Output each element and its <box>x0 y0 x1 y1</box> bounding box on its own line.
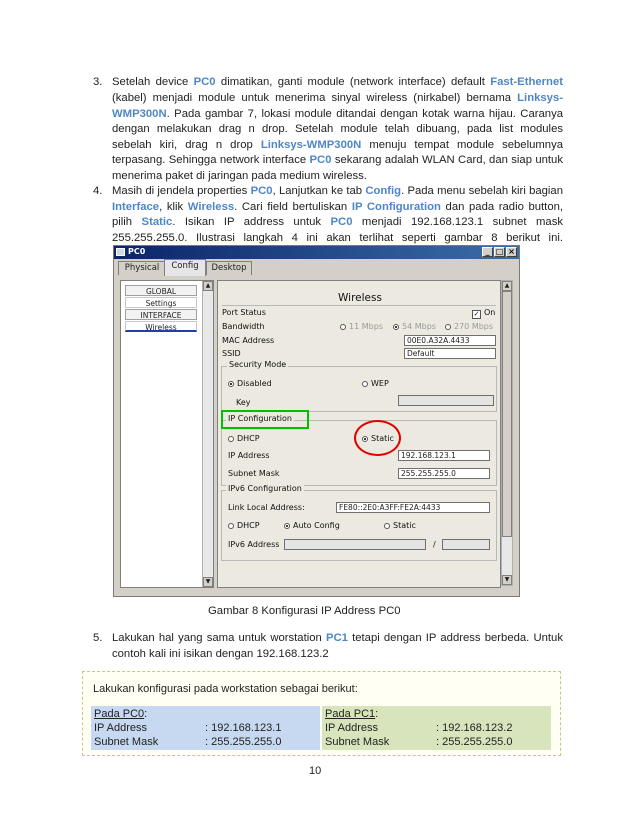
scroll-up-icon[interactable]: ▲ <box>502 281 512 291</box>
step4-line3: pilih Static. Isikan IP address untuk PC0 menjadi 192.168.123.1 subnet mask <box>112 216 563 228</box>
pc1-heading: Pada PC1: <box>325 708 379 720</box>
wireless-heading: Wireless <box>338 292 382 304</box>
pc-icon <box>116 248 125 256</box>
scroll-down-icon[interactable]: ▼ <box>502 575 512 585</box>
scroll-up-icon[interactable]: ▲ <box>203 281 213 291</box>
subnet-mask-label: Subnet Mask <box>228 469 280 478</box>
ipv6-static-radio[interactable]: Static <box>384 521 416 531</box>
pc0-cell <box>91 706 320 750</box>
ipv6-configuration-label: IPv6 Configuration <box>228 484 302 493</box>
settings-scrollbar[interactable] <box>501 280 513 586</box>
step4-line4: 255.255.255.0. Ilustrasi langkah 4 ini akan terlihat seperti gambar 8 berikut ini. <box>112 232 563 244</box>
ipv6-address-label: IPv6 Address <box>228 540 280 549</box>
security-wep-radio[interactable]: WEP <box>362 379 389 389</box>
nav-global[interactable]: GLOBAL <box>125 285 197 296</box>
step5-number: 5. <box>93 632 103 644</box>
scroll-down-icon[interactable]: ▼ <box>203 577 213 587</box>
step3-line4: dengan melakukan drag n drop. Setelah module telah dibuang, pada list modules <box>112 123 563 135</box>
figure-caption: Gambar 8 Konfigurasi IP Address PC0 <box>208 605 401 617</box>
heading-divider <box>222 305 496 306</box>
green-highlight-box <box>221 410 309 429</box>
pc0-config-window <box>113 245 520 597</box>
link-local-label: Link Local Address: <box>228 503 305 512</box>
pc0-ip-value: : 192.168.123.1 <box>205 722 282 734</box>
ip-address-label: IP Address <box>228 451 270 460</box>
ip-static-radio[interactable]: Static <box>362 434 394 444</box>
step4-line1: Masih di jendela properties PC0, Lanjutkan ke tab Config. Pada menu sebelah kiri bagian <box>112 185 564 197</box>
red-highlight-circle <box>354 420 401 456</box>
page-number: 10 <box>309 765 322 777</box>
pc0-ip-label: IP Address <box>94 722 147 734</box>
security-mode-label: Security Mode <box>229 360 287 369</box>
ipv6-configuration-group <box>221 490 497 561</box>
key-label: Key <box>236 398 251 407</box>
pc0-subnet-label: Subnet Mask <box>94 736 159 748</box>
maximize-icon[interactable]: □ <box>495 247 504 256</box>
bandwidth-label: Bandwidth <box>222 322 265 331</box>
link-local-field[interactable]: FE80::2E0:A3FF:FE2A:4433 <box>336 502 490 513</box>
ip-dhcp-radio[interactable]: DHCP <box>228 434 260 444</box>
step4-number: 4. <box>93 185 103 197</box>
mac-address-field[interactable]: 00E0.A32A.4433 <box>404 335 496 346</box>
ipv6-prefix-field[interactable] <box>442 539 490 550</box>
tab-desktop[interactable]: Desktop <box>206 261 252 275</box>
step3-line2: (kabel) menjadi module untuk menerima sinyal wireless (nirkabel) bernama Linksys- <box>112 92 563 104</box>
pc1-ip-label: IP Address <box>325 722 378 734</box>
step5-line2: contoh kali ini isikan dengan 192.168.123.2 <box>112 648 329 660</box>
subnet-mask-field[interactable]: 255.255.255.0 <box>398 468 490 479</box>
config-nav-pane <box>120 280 214 588</box>
step3-line7: menerima paket di jaringan pada medium wireless. <box>112 170 367 182</box>
pc1-ip-value: : 192.168.123.2 <box>436 722 513 734</box>
ip-configuration-label: IP Configuration <box>228 414 292 423</box>
window-title: PC0 <box>128 247 146 256</box>
nav-wireless[interactable]: Wireless <box>125 321 197 332</box>
step3-number: 3. <box>93 76 103 88</box>
ssid-label: SSID <box>222 349 241 358</box>
step3-line5: sebelah kiri, drag n drop Linksys-WMP300N menuju tempat module sebelumnya <box>112 139 564 151</box>
port-status-checkbox[interactable]: ✓ On <box>473 308 496 318</box>
box-intro: Lakukan konfigurasi pada workstation sebagai berikut: <box>93 683 358 695</box>
minimize-icon[interactable]: _ <box>482 247 493 257</box>
step4-line2: Interface, klik Wireless. Cari field bertuliskan IP Configuration dan pada radio button, <box>112 201 564 213</box>
step3-line3: WMP300N. Pada gambar 7, lokasi module ditandai dengan kotak warna hijau. Caranya <box>112 108 563 120</box>
nav-interface[interactable]: INTERFACE <box>125 309 197 320</box>
ssid-field[interactable]: Default <box>404 348 496 359</box>
ipv6-dhcp-radio[interactable]: DHCP <box>228 521 260 531</box>
pc1-subnet-label: Subnet Mask <box>325 736 390 748</box>
pc0-heading: Pada PC0: <box>94 708 148 720</box>
step5-line1: Lakukan hal yang sama untuk worstation PC1 tetapi dengan IP address berbeda. Untuk <box>112 632 563 644</box>
window-titlebar <box>114 246 519 259</box>
pc1-cell <box>322 706 551 750</box>
mac-address-label: MAC Address <box>222 336 275 345</box>
config-summary-box <box>82 671 561 756</box>
step3-line6: terpasang. Sehingga network interface PC0 sekarang adalah WLAN Card, dan siap untuk <box>112 154 563 166</box>
security-disabled-radio[interactable]: Disabled <box>228 379 272 389</box>
step3-line1: Setelah device PC0 dimatikan, ganti module (network interface) default Fast-Ethernet <box>112 76 563 88</box>
ipv6-auto-config-radio[interactable]: Auto Config <box>284 521 340 531</box>
key-field[interactable] <box>398 395 494 406</box>
nav-settings[interactable]: Settings <box>125 297 197 308</box>
pc0-subnet-value: : 255.255.255.0 <box>205 736 282 748</box>
wireless-settings-pane <box>217 280 501 588</box>
tab-physical[interactable]: Physical <box>118 261 166 275</box>
ipv6-slash: / <box>433 540 436 549</box>
bandwidth-270-radio[interactable]: 270 Mbps <box>445 322 493 332</box>
port-status-label: Port Status <box>222 308 266 317</box>
scroll-thumb[interactable] <box>502 291 512 537</box>
tab-config[interactable]: Config <box>164 259 206 276</box>
nav-scrollbar[interactable] <box>202 281 213 587</box>
pc1-subnet-value: : 255.255.255.0 <box>436 736 513 748</box>
ipv6-address-field[interactable] <box>284 539 426 550</box>
close-icon[interactable]: × <box>506 247 517 257</box>
bandwidth-11-radio[interactable]: 11 Mbps <box>340 322 383 332</box>
bandwidth-54-radio[interactable]: 54 Mbps <box>393 322 436 332</box>
ip-address-field[interactable]: 192.168.123.1 <box>398 450 490 461</box>
